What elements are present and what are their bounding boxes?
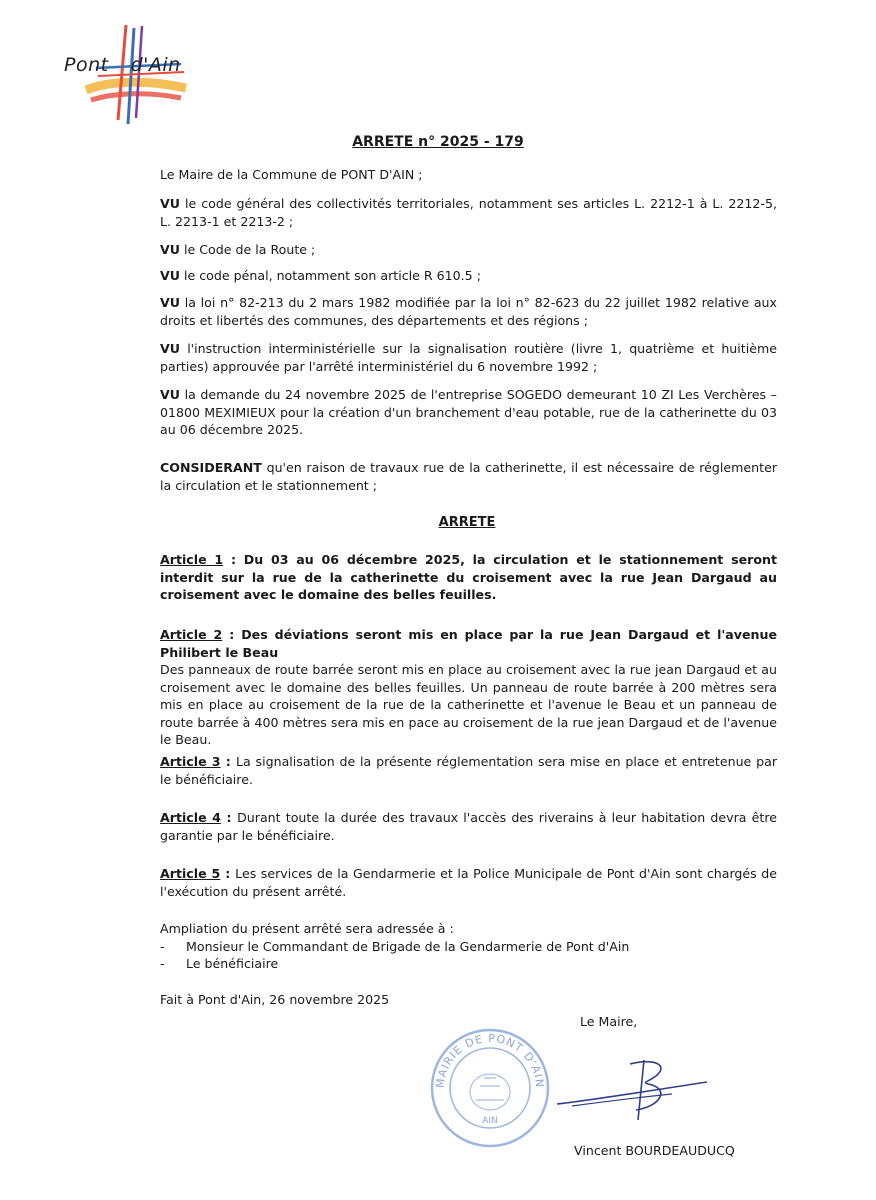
article-1 [160,551,777,604]
article-text: La signalisation de la présente réglementation sera mise en place et entretenue par le bénéficiaire. [160,754,778,787]
article-separator: : [222,627,242,642]
article-separator: : [220,754,236,769]
vu-paragraph-6 [160,386,777,439]
ampliation-recipient: Monsieur le Commandant de Brigade de la Gendarmerie de Pont d'Ain [186,938,630,954]
arrete-heading: ARRETE [438,515,496,530]
article-bold-text: Du 03 au 06 décembre 2025, la circulation et le stationnement seront interdit sur la rue de la catherinette du croisement avec la rue Jean Dargaud au croisement avec le domaine des belles feuilles. [160,552,777,602]
vu-text: l'instruction interministérielle sur la signalisation routière (livre 1, quatrième et huitième parties) approuvée par l'arrêté interministériel du 6 novembre 1992 ; [160,341,777,374]
vu-paragraph-5 [160,340,777,375]
article-text: Les services de la Gendarmerie et la Police Municipale de Pont d'Ain sont chargés de l'exécution du présent arrêté. [160,866,777,899]
article-separator: : [223,552,244,567]
article-label: Article 2 [160,627,223,642]
logo-wordmark [64,54,181,76]
list-item: - Monsieur le Commandant de Brigade de la Gendarmerie de Pont d'Ain [160,938,630,954]
article-3 [160,753,777,788]
article-text: Des panneaux de route barrée seront mis en place au croisement avec la rue jean Dargaud et au croisement avec le domaine des belles feuilles. Un panneau de route barrée à 200 mètres sera mis en place au croisement de la rue de la catherinette et l'avenue le Beau et un panneau de route barrée à 400 mètres sera mis en pace au croisement de la rue jean Dargaud et de l'avenue le Beau. [160,662,777,747]
document-title: ARRETE n° 2025 - 179 [352,134,524,150]
logo-text-1: Pont [64,54,109,76]
article-5 [160,865,777,900]
stamp-bottom-text: AIN [482,1116,498,1126]
vu-text: le Code de la Route ; [184,242,316,257]
article-separator: : [220,866,236,881]
vu-label: VU [160,242,180,257]
article-label: Article 5 [160,866,221,881]
vu-text: le code général des collectivités territoriales, notamment ses articles L. 2212-1 à L. 2212-5, L. 2213-1 et 2213-2 ; [160,196,777,229]
article-4 [160,809,777,844]
stamp-text: MAIRIE DE PONT D'AIN [433,1031,547,1089]
article-label: Article 4 [160,810,221,825]
signature-graphic [552,1054,712,1124]
vu-text: la demande du 24 novembre 2025 de l'entreprise SOGEDO demeurant 10 ZI Les Verchères – 01800 MEXIMIEUX pour la création d'un branchement d'eau potable, rue de la catherinette du 03 au 06 décembre 2025. [160,387,777,437]
logo-text-2: d'Ain [130,54,181,76]
ampliation-intro: Ampliation du présent arrêté sera adressée à : [160,921,454,936]
considerant-paragraph [160,459,777,494]
vu-label: VU [160,196,180,211]
ampliation-block [160,920,777,973]
signer-name: Vincent BOURDEAUDUCQ [574,1143,735,1158]
list-item: - Le bénéficiaire [160,956,279,971]
article-label: Article 3 [160,754,221,769]
considerant-text: qu'en raison de travaux rue de la catherinette, il est nécessaire de réglementer la circulation et le stationnement ; [160,460,777,493]
article-bold-text: Des déviations seront mis en place par la rue Jean Dargaud et l'avenue Philibert le Beau [160,627,778,660]
vu-paragraph-2 [160,241,777,259]
vu-paragraph-1 [160,195,777,230]
vu-label: VU [160,387,180,402]
commune-logo [56,20,206,130]
signer-title: Le Maire, [580,1014,638,1029]
done-at: Fait à Pont d'Ain, 26 novembre 2025 [160,992,390,1007]
vu-paragraph-3 [160,267,777,285]
vu-text: la loi n° 82-213 du 2 mars 1982 modifiée par la loi n° 82-623 du 22 juillet 1982 relative aux droits et libertés des communes, des départements et des régions ; [160,295,777,328]
article-2 [160,626,777,749]
stamp-graphic [428,1026,552,1150]
considerant-label: CONSIDERANT [160,460,262,475]
article-text: Durant toute la durée des travaux l'accès des riverains à leur habitation devra être garantie par le bénéficiaire. [160,810,778,843]
article-label: Article 1 [160,552,224,567]
vu-paragraph-4 [160,294,777,329]
mayor-signature [552,1054,712,1124]
article-separator: : [220,810,238,825]
vu-label: VU [160,268,180,283]
mairie-stamp [428,1026,552,1150]
ampliation-recipient: Le bénéficiaire [186,956,279,971]
vu-label: VU [160,295,180,310]
vu-label: VU [160,341,180,356]
vu-text: le code pénal, notamment son article R 610.5 ; [184,268,481,283]
preamble: Le Maire de la Commune de PONT D'AIN ; [160,167,423,182]
